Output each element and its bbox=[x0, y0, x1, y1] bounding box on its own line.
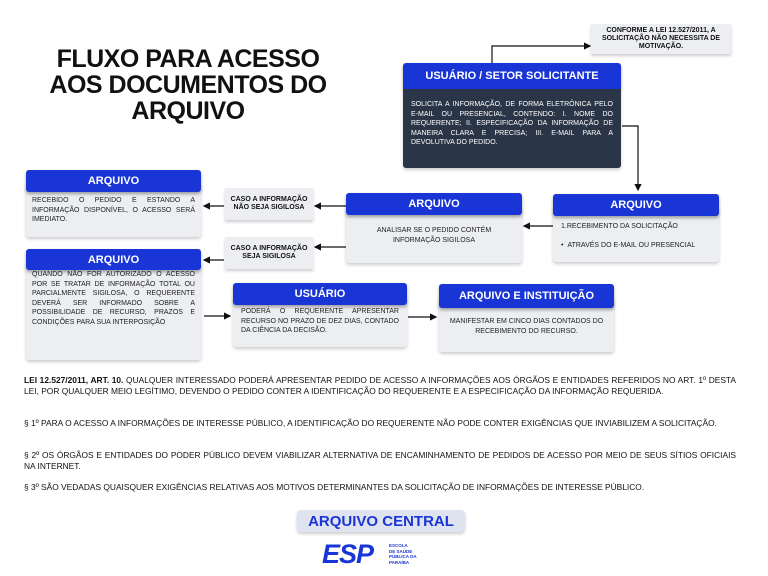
caso-sigilosa: CASO A INFORMAÇÃO SEJA SIGILOSA bbox=[225, 237, 313, 269]
arquivo-middle-header: ARQUIVO bbox=[346, 193, 522, 215]
usuario-box: PODERÁ O REQUERENTE APRESENTAR RECURSO NO PRAZO DE DEZ DIAS, CONTADO DA CIÊNCIA DA DECISÃO. bbox=[233, 295, 407, 347]
footer-label: ARQUIVO CENTRAL bbox=[297, 510, 465, 532]
bullet-icon: • bbox=[561, 241, 564, 249]
usuario-setor-body: SOLICITA A INFORMAÇÃO, DE FORMA ELETRÔNICA PELO E-MAIL OU PRESENCIAL, CONTENDO: I. NOME DO REQUERENTE; II. ESPECIFICAÇÃO DA INFORMAÇÃO DE MANEIRA CLARA E PRECISA; III. E-MAIL PARA A DEVOLUTIVA DO PEDIDO. bbox=[403, 89, 621, 168]
arquivo-right-item-1: 1.RECEBIMENTO DA SOLICITAÇÃO bbox=[561, 223, 678, 230]
law-paragraph-2: § 2º OS ÓRGÃOS E ENTIDADES DO PODER PÚBLICO DEVEM VIABILIZAR ALTERNATIVA DE ENCAMINHAMENTO DE PEDIDOS DE ACESSO POR MEIO DE SEUS SÍTIOS OFICIAIS NA INTERNET. bbox=[24, 450, 736, 471]
arquivo-bottom-left-box: QUANDO NÃO FOR AUTORIZADO O ACESSO POR SE TRATAR DE INFORMAÇÃO TOTAL OU PARCIALMENTE SIGILOSA, O REQUERENTE DEVERÁ SER INFORMADO SOBRE A POSSIBILIDADE DE RECURSO, PRAZOS E CONDIÇÕES PARA SUA INTERPOSIÇÃO bbox=[26, 262, 201, 360]
esp-logo-subtitle: ESCOLA DE SAÚDE PÚBLICA DA PARAÍBA bbox=[389, 543, 417, 565]
esp-logo: ESP bbox=[322, 539, 374, 569]
note-box bbox=[591, 24, 731, 54]
law-article bbox=[24, 375, 736, 397]
page-title: FLUXO PARA ACESSO AOS DOCUMENTOS DO ARQUIVO bbox=[49, 45, 327, 125]
note-text: CONFORME A LEI 12.527/2011, A SOLICITAÇÃO NÃO NECESSITA DE MOTIVAÇÃO. bbox=[601, 27, 721, 50]
arquivo-instituicao-header: ARQUIVO E INSTITUIÇÃO bbox=[439, 284, 614, 308]
arrow-to-note bbox=[492, 46, 590, 63]
caso-nao-sigilosa: CASO A INFORMAÇÃO NÃO SEJA SIGILOSA bbox=[225, 188, 313, 220]
arquivo-instituicao-box: MANIFESTAR EM CINCO DIAS CONTADOS DO RECEBIMENTO DO RECURSO. bbox=[439, 297, 614, 352]
usuario-setor-header: USUÁRIO / SETOR SOLICITANTE bbox=[403, 63, 621, 89]
arrow-to-arquivo-right bbox=[622, 126, 638, 190]
arquivo-bottom-left-header: ARQUIVO bbox=[26, 249, 201, 270]
usuario-header: USUÁRIO bbox=[233, 283, 407, 305]
law-paragraph-1: § 1º PARA O ACESSO A INFORMAÇÕES DE INTERESSE PÚBLICO, A IDENTIFICAÇÃO DO REQUERENTE NÃO PODE CONTER EXIGÊNCIAS QUE INVIABILIZEM A SOLICITAÇÃO. bbox=[24, 418, 717, 428]
arquivo-middle-box: ANALISAR SE O PEDIDO CONTÉM INFORMAÇÃO SIGILOSA bbox=[346, 206, 522, 263]
arquivo-top-left-header: ARQUIVO bbox=[26, 170, 201, 192]
arquivo-top-left-box: RECEBIDO O PEDIDO E ESTANDO A INFORMAÇÃO DISPONÍVEL, O ACESSO SERÁ IMEDIATO. bbox=[26, 182, 201, 237]
law-paragraph-3: § 3º SÃO VEDADAS QUAISQUER EXIGÊNCIAS RELATIVAS AOS MOTIVOS DETERMINANTES DA SOLICITAÇÃO DE INFORMAÇÕES DE INTERESSE PÚBLICO. bbox=[24, 482, 645, 492]
law-article-ref: LEI 12.527/2011, ART. 10. bbox=[24, 375, 124, 385]
arquivo-right-header: ARQUIVO bbox=[553, 194, 719, 216]
law-article-text: QUALQUER INTERESSADO PODERÁ APRESENTAR PEDIDO DE ACESSO A INFORMAÇÕES AOS ÓRGÃOS E ENTIDADES REFERIDOS NO ART. 1º DESTA LEI, POR QUALQUER MEIO LEGÍTIMO, DEVENDO O PEDIDO CONTER A IDENTIFICAÇÃO DO REQUERENTE E A ESPECIFICAÇÃO DA INFORMAÇÃO REQUERIDA. bbox=[24, 375, 737, 396]
arquivo-right-item-2: ATRAVÉS DO E-MAIL OU PRESENCIAL bbox=[567, 241, 696, 249]
